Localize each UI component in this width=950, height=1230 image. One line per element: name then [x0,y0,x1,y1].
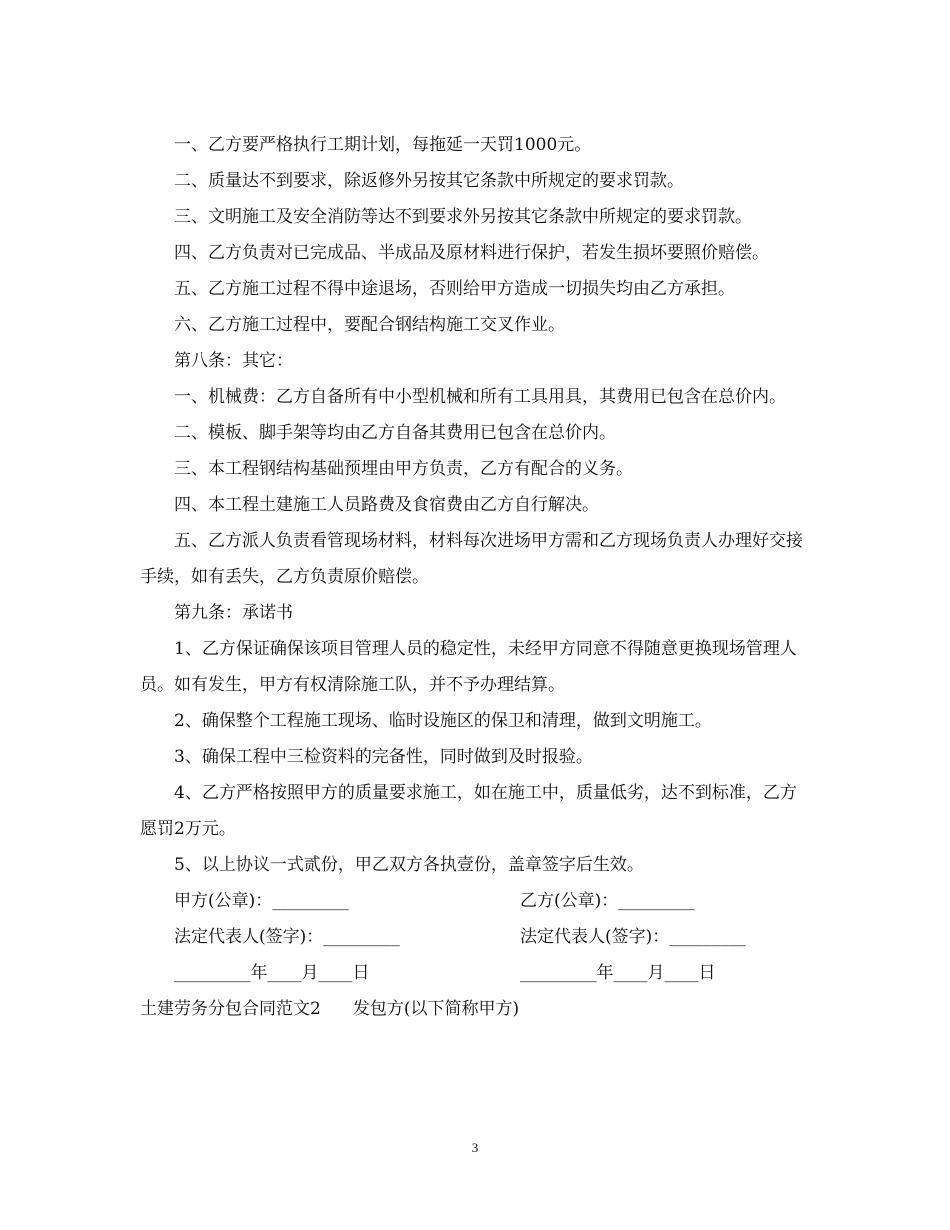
article-eight-heading: 第八条：其它： [174,351,293,371]
clause-travel-expenses: 四、本工程土建施工人员路费及食宿费由乙方自行解决。 [174,495,599,515]
clause-machinery: 一、机械费：乙方自备所有中小型机械和所有工具用具，其费用已包含在总价内。 [174,387,786,407]
party-a-representative: 法定代表人(签字)：_________ [174,927,400,947]
pledge-quality: 4、乙方严格按照甲方的质量要求施工，如在施工中，质量低劣，达不到标准，乙方愿罚2万元。 [140,783,797,839]
representative-row [140,919,812,955]
party-b-date: _________年____月____日 [520,963,716,983]
clause-safety-penalty: 三、文明施工及安全消防等达不到要求外另按其它条款中所规定的要求罚款。 [174,207,752,227]
article-nine-heading: 第九条：承诺书 [174,603,293,623]
date-row [140,955,812,991]
clause-formwork: 二、模板、脚手架等均由乙方自备其费用已包含在总价内。 [174,423,616,443]
clause-protection: 四、乙方负责对已完成品、半成品及原材料进行保护，若发生损坏要照价赔偿。 [174,243,769,263]
clause-materials: 五、乙方派人负责看管现场材料，材料每次进场甲方需和乙方现场负责人办理好交接手续，如有丢失，乙方负责原价赔偿。 [140,531,803,587]
pledge-management: 1、乙方保证确保该项目管理人员的稳定性，未经甲方同意不得随意更换现场管理人员。如有发生，甲方有权清除施工队，并不予办理结算。 [140,639,797,695]
clause-foundation: 三、本工程钢结构基础预埋由甲方负责，乙方有配合的义务。 [174,459,633,479]
seal-row [140,883,812,919]
party-a-date: _________年____月____日 [174,963,370,983]
next-contract-line [140,991,812,1027]
clause-steel-cooperation: 六、乙方施工过程中，要配合钢结构施工交叉作业。 [174,315,565,335]
next-contract-party: 发包方(以下简称甲方) [352,999,520,1019]
party-b-seal: 乙方(公章)：_________ [520,891,695,911]
next-contract-title: 土建劳务分包合同范文2 [140,999,321,1019]
party-b-representative: 法定代表人(签字)：_________ [520,927,746,947]
clause-quality-penalty: 二、质量达不到要求，除返修外另按其它条款中所规定的要求罚款。 [174,171,684,191]
pledge-site-security: 2、确保整个工程施工现场、临时设施区的保卫和清理，做到文明施工。 [174,711,712,731]
page-number: 3 [471,1140,479,1155]
clause-delay-penalty: 一、乙方要严格执行工期计划，每拖延一天罚1000元。 [174,135,592,155]
pledge-copies: 5、以上协议一式贰份，甲乙双方各执壹份，盖章签字后生效。 [174,855,644,875]
clause-no-withdrawal: 五、乙方施工过程不得中途退场，否则给甲方造成一切损失均由乙方承担。 [174,279,735,299]
pledge-inspection: 3、确保工程中三检资料的完备性，同时做到及时报验。 [174,747,593,767]
party-a-seal: 甲方(公章)：_________ [174,891,349,911]
document-body [140,127,812,1027]
